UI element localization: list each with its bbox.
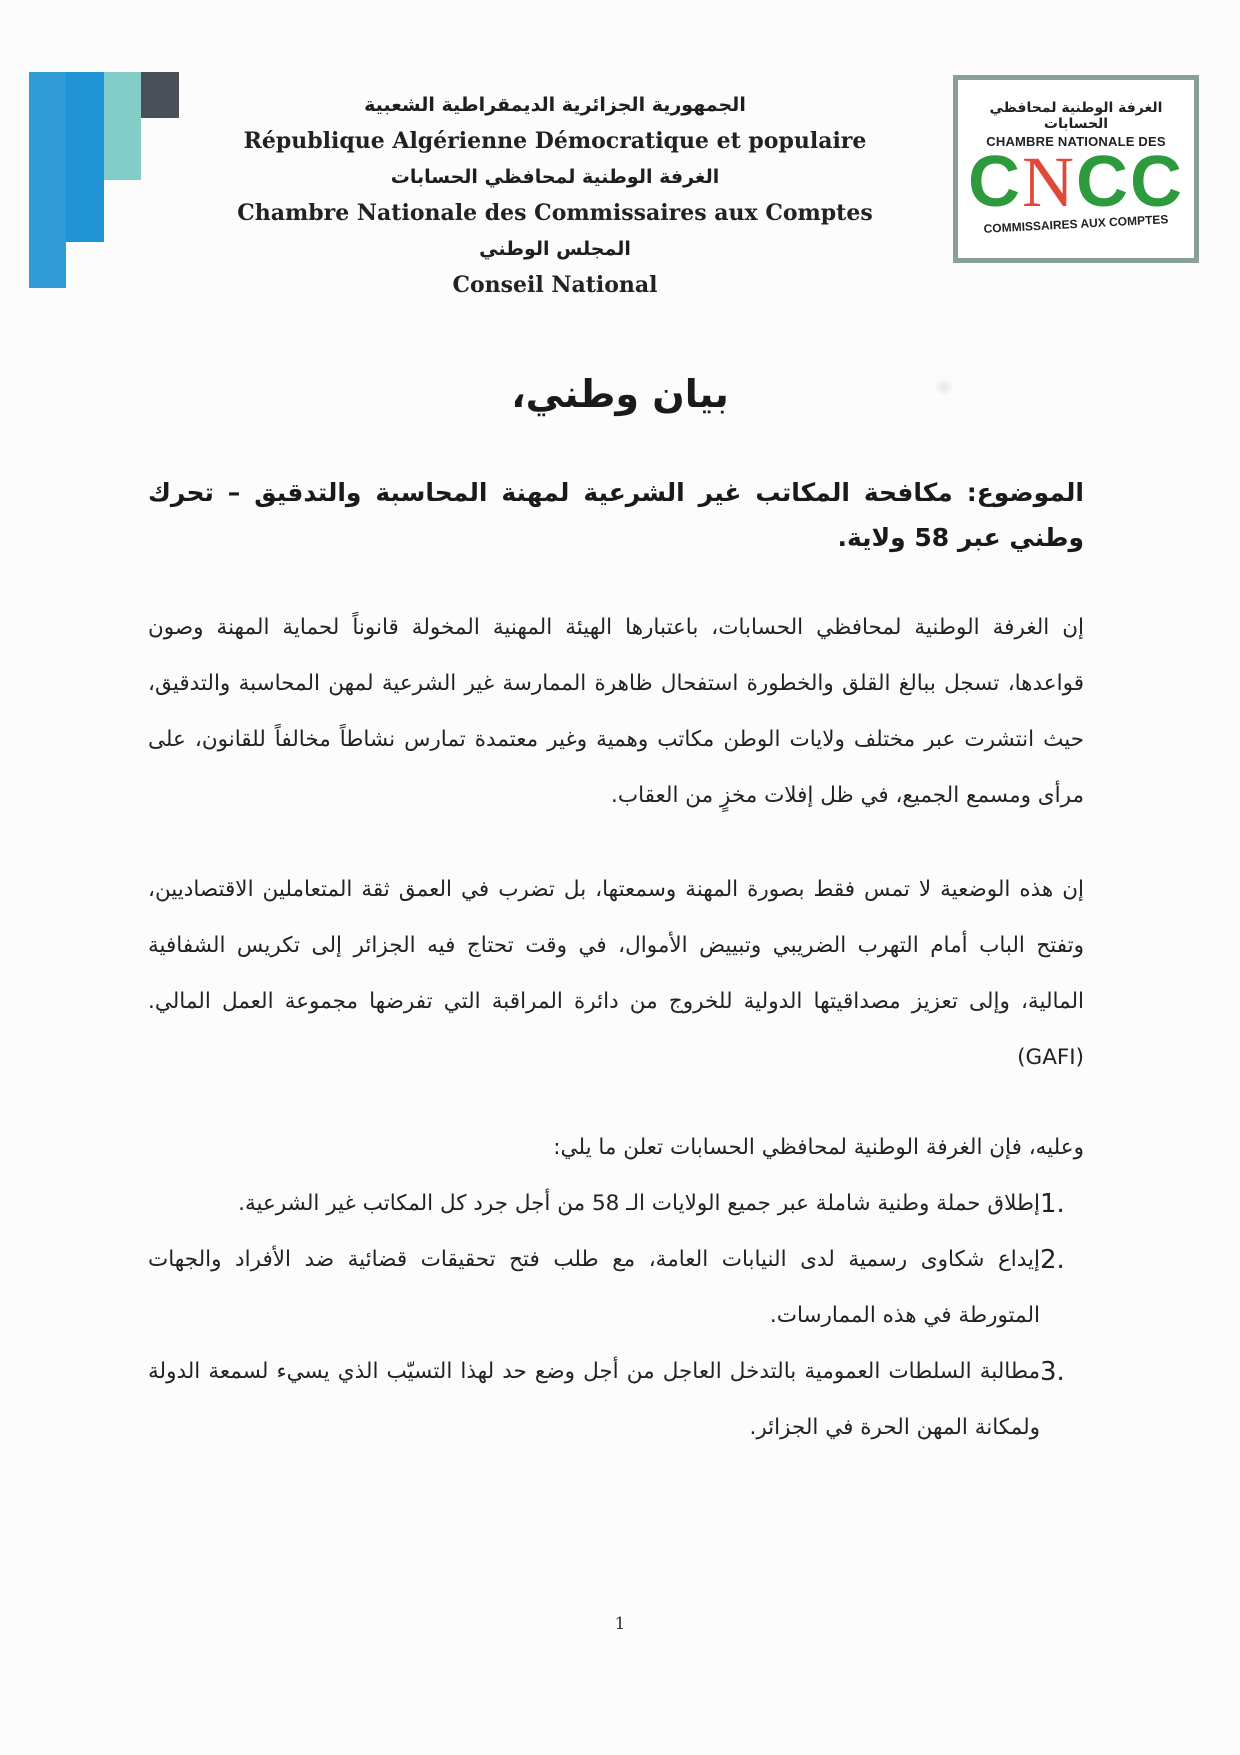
list-item	[148, 1176, 1084, 1232]
logo-top-text: CHAMBRE NATIONALE DES	[986, 134, 1166, 149]
document-subject: الموضوع: مكافحة المكاتب غير الشرعية لمهنة المحاسبة والتدقيق – تحرك وطني عبر 58 ولاية.	[148, 478, 1084, 552]
header-fr-council: Conseil National	[452, 272, 658, 298]
gray-block	[141, 72, 179, 118]
header-fr-chamber: Chambre Nationale des Commissaires aux Comptes	[237, 200, 873, 226]
list-item-number: 3.	[1040, 1357, 1065, 1387]
paragraph-3: وعليه، فإن الغرفة الوطنية لمحافظي الحسابات تعلن ما يلي:	[553, 1135, 1084, 1160]
letterhead	[210, 88, 900, 304]
logo-letter-n: N	[1022, 142, 1076, 222]
teal-block	[104, 72, 141, 180]
header-ar-chamber: الغرفة الوطنية لمحافظي الحسابات	[390, 166, 720, 188]
page-number: 1	[614, 1614, 626, 1634]
header-ar-council: المجلس الوطني	[479, 238, 631, 260]
logo-letter-c1: C	[968, 142, 1022, 222]
logo-letter-c2: C	[1076, 142, 1130, 222]
decorative-color-blocks-logo	[29, 72, 179, 290]
cncc-logo	[953, 75, 1199, 263]
list-item-number: 2.	[1040, 1245, 1065, 1275]
dark-blue-block	[66, 72, 104, 242]
logo-ar-name: الغرفة الوطنية لمحافظي الحسابات	[989, 100, 1163, 132]
list-item	[148, 1232, 1084, 1344]
document-title: بيان وطني،	[511, 372, 729, 416]
list-item-number: 1.	[1040, 1189, 1065, 1219]
header-fr-republic: République Algérienne Démocratique et populaire	[243, 128, 867, 154]
logo-bottom-text: COMMISSAIRES AUX COMPTES	[983, 212, 1169, 236]
list-item-text: إيداع شكاوى رسمية لدى النيابات العامة، مع طلب فتح تحقيقات قضائية ضد الأفراد والجهات المتورطة في هذه الممارسات.	[148, 1247, 1040, 1328]
blue-block	[29, 72, 66, 288]
list-item-text: مطالبة السلطات العمومية بالتدخل العاجل من أجل وضع حد لهذا التسيّب الذي يسيء لسمعة الدولة ولمكانة المهن الحرة في الجزائر.	[148, 1359, 1040, 1440]
paragraph-1: إن الغرفة الوطنية لمحافظي الحسابات، باعتبارها الهيئة المهنية المخولة قانوناً لحماية المهنة وصون قواعدها، تسجل ببالغ القلق والخطورة استفحال ظاهرة الممارسة غير الشرعية لمهن المحاسبة والتدقيق، حيث انتشرت عبر مختلف ولايات الوطن مكاتب وهمية وغير معتمدة تمارس نشاطاً مخالفاً للقانون، على مرأى ومسمع الجميع، في ظل إفلات مخزٍ من العقاب.	[148, 615, 1084, 808]
list-item	[148, 1344, 1084, 1456]
header-ar-republic: الجمهورية الجزائرية الديمقراطية الشعبية	[364, 94, 746, 116]
paragraph-2: إن هذه الوضعية لا تمس فقط بصورة المهنة وسمعتها، بل تضرب في العمق ثقة المتعاملين الاقتصاديين، وتفتح الباب أمام التهرب الضريبي وتبييض الأموال، في وقت تحتاج فيه الجزائر إلى تكريس الشفافية المالية، وإلى تعزيز مصداقيتها الدولية للخروج من دائرة المراقبة التي تفرضها مجموعة العمل المالي.(GAFI)	[148, 877, 1084, 1070]
logo-cncc-letters	[958, 142, 1194, 222]
declaration-list	[148, 1176, 1084, 1456]
list-item-text: إطلاق حملة وطنية شاملة عبر جميع الولايات الـ 58 من أجل جرد كل المكاتب غير الشرعية.	[238, 1191, 1040, 1216]
logo-letter-c3: C	[1130, 142, 1184, 222]
